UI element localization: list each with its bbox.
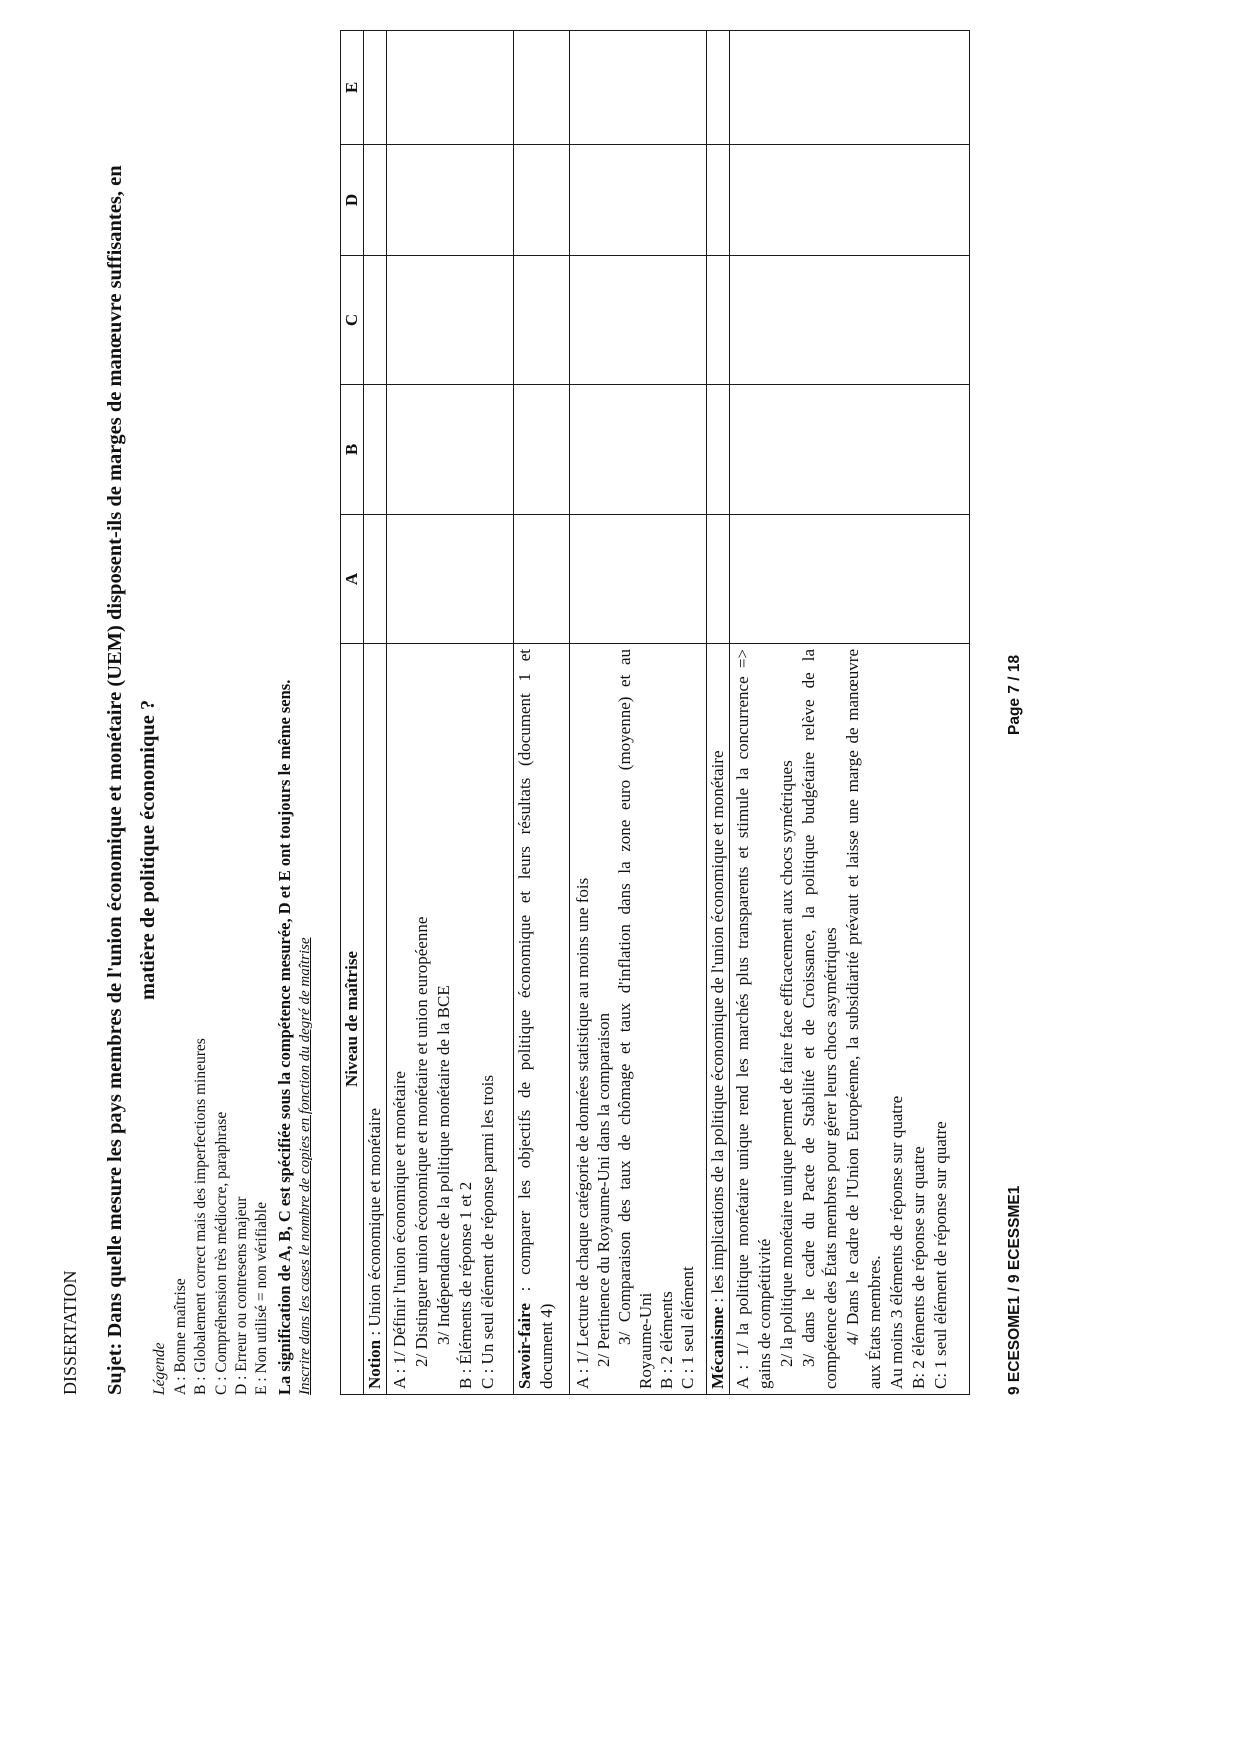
grading-table-body xyxy=(341,31,970,1395)
grade-cell xyxy=(387,145,514,256)
grade-cell xyxy=(730,31,970,145)
grade-header-e: E xyxy=(341,31,364,145)
criteria-line: Au moins 3 éléments de réponse sur quatre xyxy=(887,1095,906,1389)
grade-cell xyxy=(387,256,514,385)
criteria-line: 3/ Indépendance de la politique monétaire de la BCE xyxy=(434,985,453,1345)
criteria-line: 3/ dans le cadre du Pacte de Stabilité et de Croissance, la politique budgétaire relève de la xyxy=(799,649,818,1367)
savoir-faire-criteria-cell xyxy=(570,644,707,1395)
grade-cell xyxy=(730,515,970,644)
criteria-line: A : 1/ Définir l'union économique et monétaire xyxy=(390,1071,409,1389)
mecanisme-label: Mécanisme xyxy=(708,1306,727,1389)
grade-header-a: A xyxy=(341,515,364,644)
grade-cell xyxy=(730,385,970,515)
notion-label: Notion xyxy=(365,1339,384,1389)
legend-item-a: A : Bonne maîtrise xyxy=(172,1278,189,1395)
table-row-mecanisme-criteria xyxy=(730,31,970,1395)
grade-cell xyxy=(570,515,707,644)
legend-item-c: C : Compréhension très médiocre, paraphrase xyxy=(212,1111,230,1395)
grade-cell xyxy=(730,145,970,256)
savoir-faire-label: Savoir-faire xyxy=(515,1303,534,1389)
table-row-notion-heading xyxy=(364,31,387,1395)
criteria-line: A : 1/ Lecture de chaque catégorie de données statistique au moins une fois xyxy=(573,877,592,1389)
grade-cell xyxy=(570,385,707,515)
grade-cell xyxy=(364,31,387,145)
grade-cell xyxy=(364,515,387,644)
grading-table xyxy=(340,30,970,1395)
section-heading: DISSERTATION xyxy=(60,1270,80,1395)
legend-list xyxy=(171,1038,272,1395)
grade-cell xyxy=(514,31,570,145)
legend-item-d: D : Erreur ou contresens majeur xyxy=(232,1196,250,1395)
grade-cell xyxy=(514,515,570,644)
grade-cell xyxy=(364,256,387,385)
subject-line-2: matière de politique économique ? xyxy=(137,699,159,1000)
grade-cell xyxy=(707,145,730,256)
grade-cell xyxy=(707,31,730,145)
legend-item-b: B : Globalement correct mais des imperfections mineures xyxy=(192,1038,210,1395)
legend-title: Légende xyxy=(151,1342,168,1395)
criteria-line: A : 1/ la politique monétaire unique rend les marchés plus transparents et stimule la concurrence => xyxy=(733,649,752,1389)
grade-cell xyxy=(514,385,570,515)
mecanisme-text: : les implications de la politique économique de l'union économique et monétaire xyxy=(708,750,727,1307)
level-column-header: Niveau de maîtrise xyxy=(341,644,364,1395)
grade-header-c: C xyxy=(341,256,364,385)
grade-cell xyxy=(570,145,707,256)
criteria-line: B : Éléments de réponse 1 et 2 xyxy=(456,1181,475,1389)
notion-text: : Union économique et monétaire xyxy=(365,1108,384,1340)
grade-cell xyxy=(387,31,514,145)
grade-cell xyxy=(387,515,514,644)
grade-cell xyxy=(514,256,570,385)
criteria-line: gains de compétitivité xyxy=(755,1238,774,1389)
grade-cell xyxy=(730,256,970,385)
criteria-line: C : 1 seul élément xyxy=(678,1266,697,1389)
criteria-line: B: 2 éléments de réponse sur quatre xyxy=(909,1146,928,1389)
table-header-row xyxy=(341,31,364,1395)
criteria-line: 3/ Comparaison des taux de chômage et taux d'inflation dans la zone euro (moyenne) et au xyxy=(615,649,634,1345)
table-row-mecanisme-heading xyxy=(707,31,730,1395)
mecanisme-criteria-cell xyxy=(730,644,970,1395)
legend-instruction: Inscrire dans les cases le nombre de copies en fonction du degré de maîtrise xyxy=(297,937,313,1395)
criteria-line: 4/ Dans le cadre de l'Union Européenne, la subsidiarité prévaut et laisse une marge de manœuvre xyxy=(843,649,862,1345)
grade-cell xyxy=(707,515,730,644)
savoir-faire-text: : comparer les objectifs de politique économique et leurs résultats (document 1 et xyxy=(515,649,534,1304)
criteria-line: 2/ Distinguer union économique et monétaire et union européenne xyxy=(412,916,431,1367)
notion-heading-cell xyxy=(364,644,387,1395)
grade-header-d: D xyxy=(341,145,364,256)
footer-exam-code: 9 ECESOME1 / 9 ECESSME1 xyxy=(1006,1185,1023,1395)
notion-criteria-cell xyxy=(387,644,514,1395)
savoir-faire-heading-line-2: document 4) xyxy=(537,1303,556,1389)
criteria-line: C : Un seul élément de réponse parmi les trois xyxy=(478,1075,497,1389)
grade-cell xyxy=(514,145,570,256)
savoir-faire-heading-line-1 xyxy=(514,649,536,1389)
criteria-line: compétence des États membres pour gérer leurs chocs asymétriques xyxy=(821,927,840,1389)
criteria-line: 2/ la politique monétaire unique permet de faire face efficacement aux chocs symétriques xyxy=(777,760,796,1367)
savoir-faire-heading-cell xyxy=(514,644,570,1395)
legend-item-e: E : Non utilisé = non vérifiable xyxy=(253,1202,271,1395)
mecanisme-heading-cell xyxy=(707,644,730,1395)
grade-cell xyxy=(364,145,387,256)
grade-cell xyxy=(570,31,707,145)
criteria-line: 2/ Pertinence du Royaume-Uni dans la comparaison xyxy=(594,1012,613,1367)
criteria-line: C: 1 seul élément de réponse sur quatre xyxy=(931,1121,950,1389)
grade-cell xyxy=(570,256,707,385)
criteria-line: B : 2 éléments xyxy=(657,1291,676,1389)
grade-cell xyxy=(707,256,730,385)
footer-page-number: Page 7 / 18 xyxy=(1006,654,1023,735)
table-row-savoir-faire-heading xyxy=(514,31,570,1395)
grade-cell xyxy=(364,385,387,515)
table-row-savoir-faire-criteria xyxy=(570,31,707,1395)
table-row-notion-criteria xyxy=(387,31,514,1395)
subject-line-1: Sujet: Dans quelle mesure les pays membres de l'union économique et monétaire (UEM) disposent-ils de marges de manœuvre suffisantes, en xyxy=(104,165,126,1395)
grade-cell xyxy=(707,385,730,515)
grade-header-b: B xyxy=(341,385,364,515)
grade-cell xyxy=(387,385,514,515)
criteria-line: aux États membres. xyxy=(865,1255,884,1389)
criteria-line: Royaume-Uni xyxy=(636,1292,655,1389)
legend-note-bold: La signification de A, B, C est spécifiée sous la compétence mesurée, D et E ont toujours le même sens. xyxy=(275,679,294,1395)
